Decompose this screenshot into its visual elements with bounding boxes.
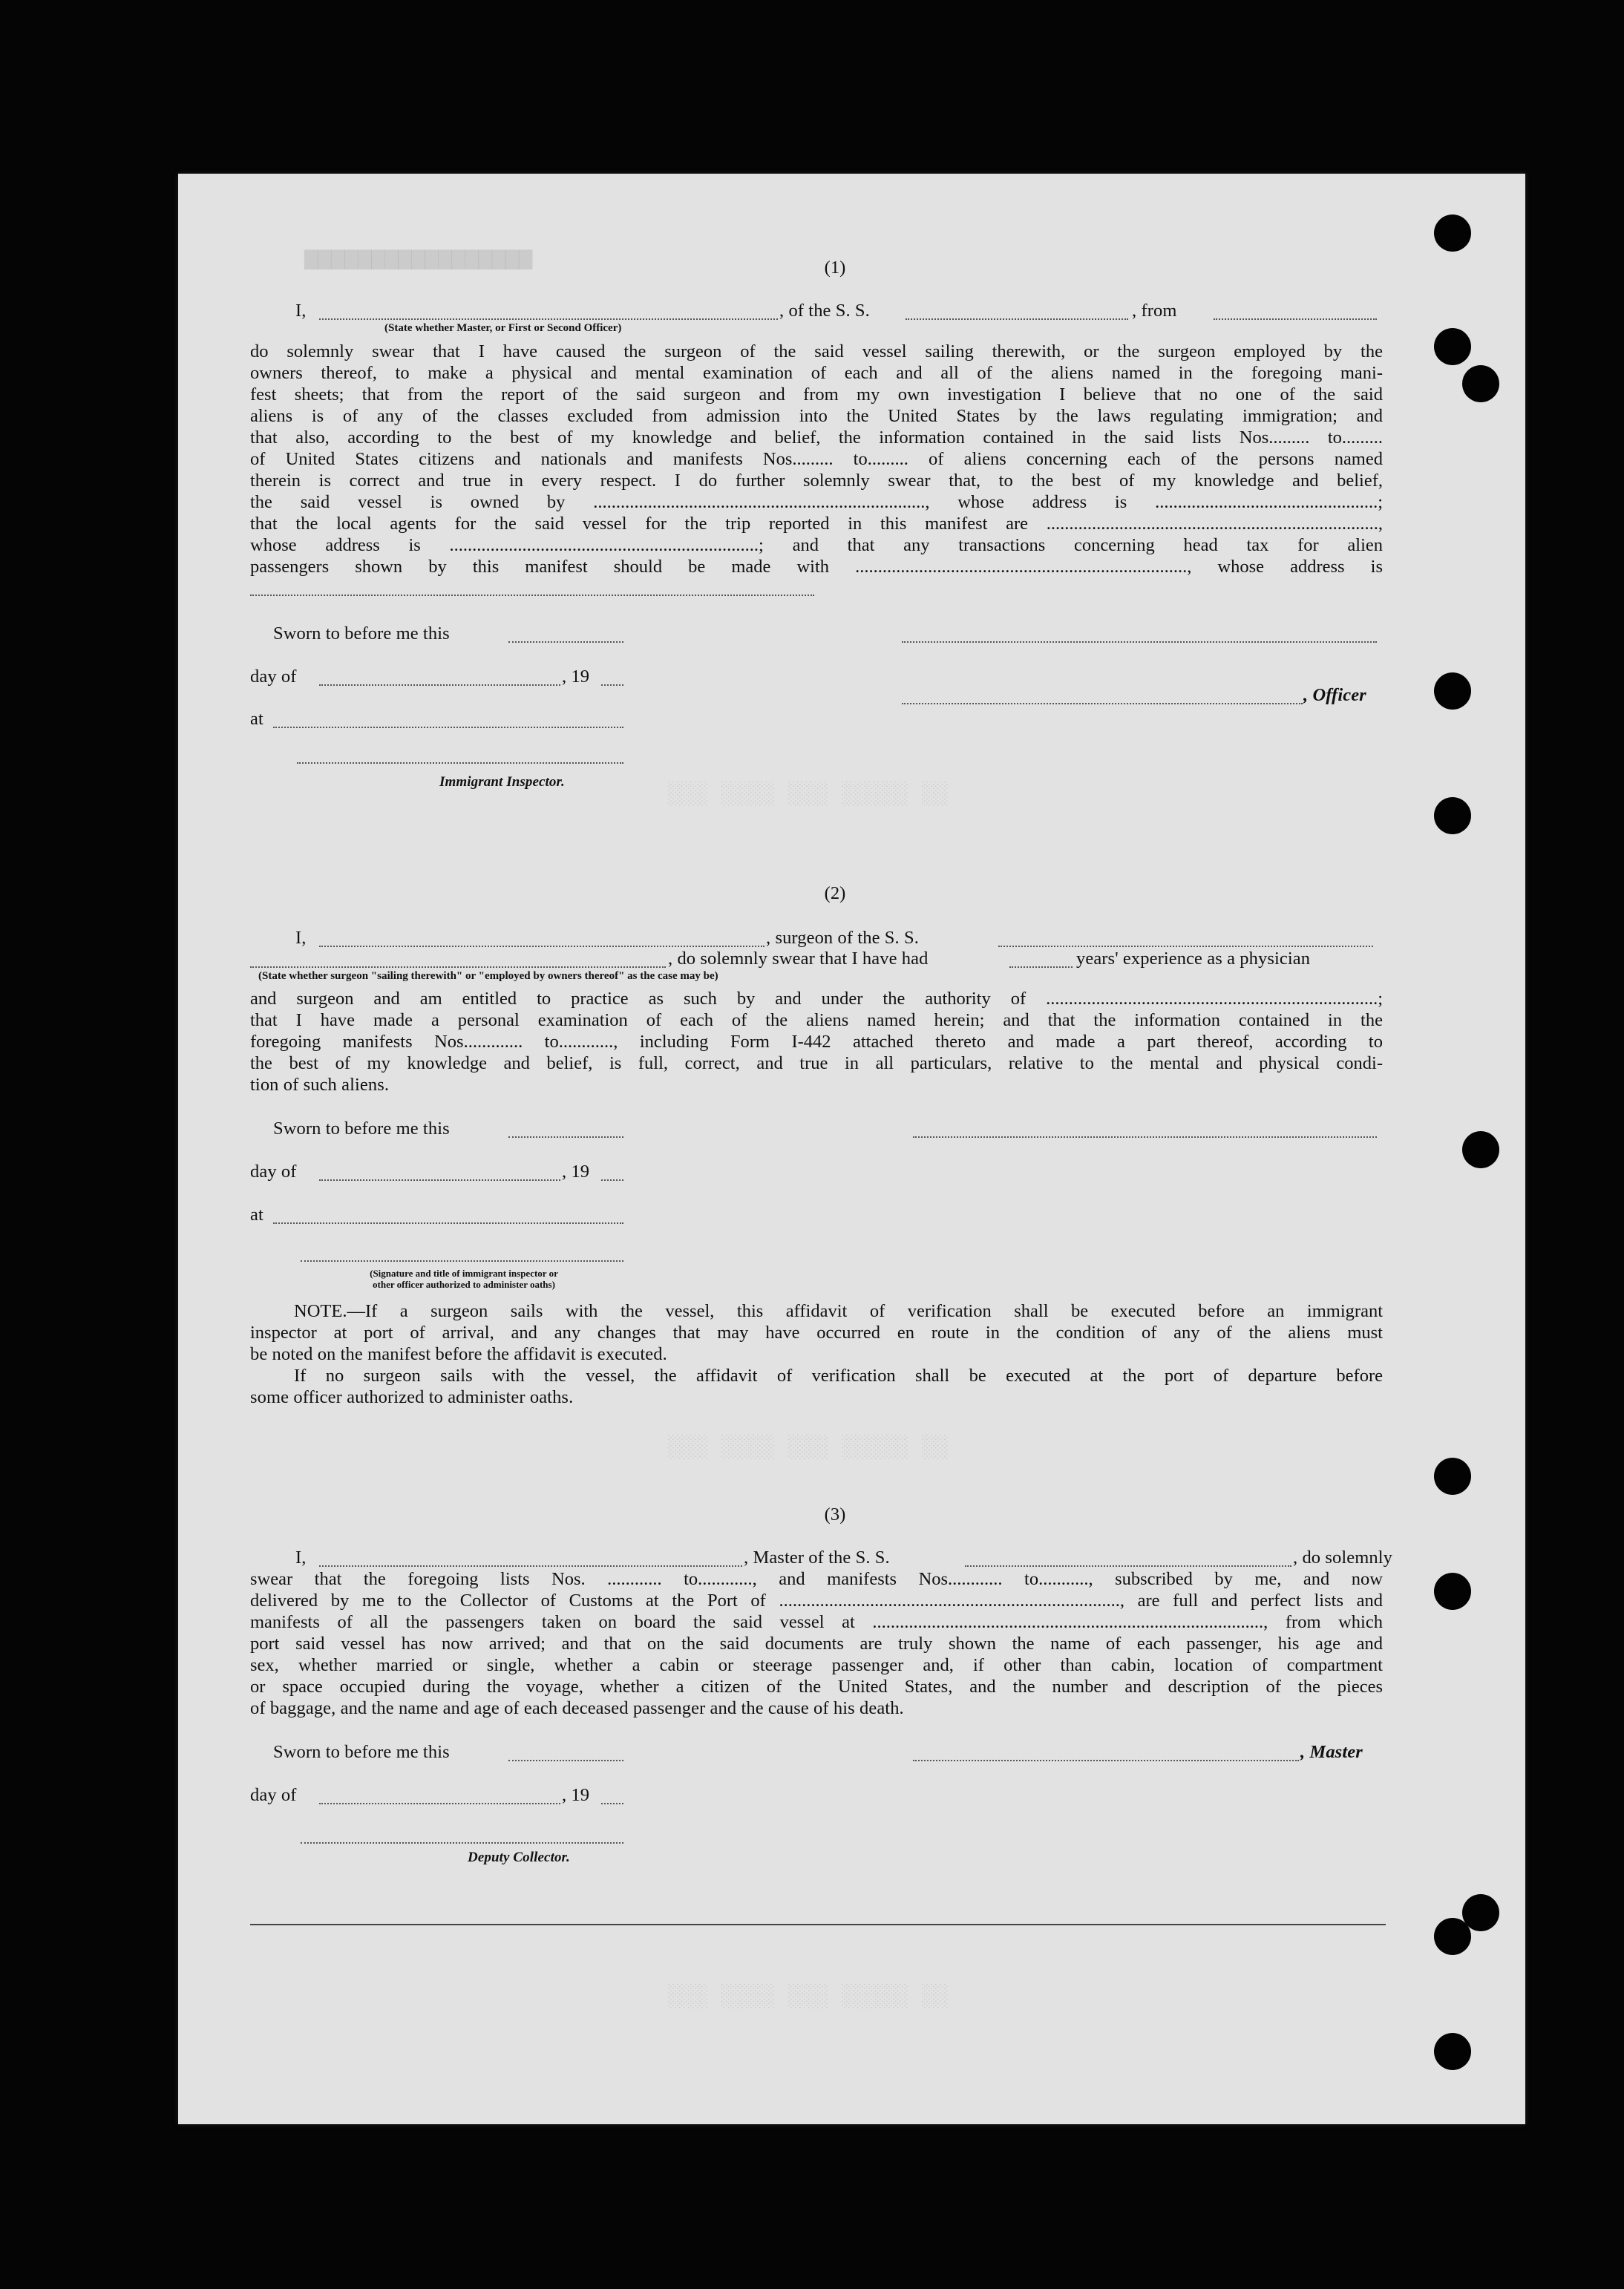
section-1-at-field[interactable]	[273, 708, 623, 728]
punch-hole	[1434, 1573, 1471, 1610]
section-1-signature-line[interactable]	[902, 623, 1377, 643]
section-1-line1-prefix: I,	[295, 301, 307, 321]
section-1-day-label: day of	[250, 667, 297, 687]
section-2-vessel-field[interactable]	[998, 927, 1373, 947]
vessel-name-field[interactable]	[906, 300, 1128, 320]
punch-hole	[1434, 1458, 1471, 1495]
punch-hole	[1462, 1131, 1499, 1168]
section-2-year-label: , 19	[562, 1162, 590, 1182]
section-1-body-line: passengers shown by this manifest should be made with ........................................................................., whose address is	[250, 557, 1383, 577]
punch-hole	[1434, 2033, 1471, 2070]
section-1-day-field[interactable]	[319, 666, 560, 686]
section-1-body-line: the said vessel is owned by ........................................................................., whose address is .................................................;	[250, 492, 1383, 512]
section-2-sworn-field[interactable]	[508, 1118, 623, 1138]
section-2-signature-caption-2: other officer authorized to administer oaths)	[373, 1279, 555, 1290]
section-2-day-label: day of	[250, 1162, 297, 1182]
section-2-note-line: some officer authorized to administer oaths.	[250, 1387, 574, 1407]
section-1-vessel-label: , of the S. S.	[779, 301, 870, 321]
section-1-body-line: whose address is ....................................................................; and that any transactions concerning head tax for alien	[250, 535, 1383, 555]
section-3-body-line: or space occupied during the voyage, whether a citizen of the United States, and the number and description of the pieces	[250, 1677, 1383, 1697]
bleed-through-texture: ░░░ ░░░░ ░░░ ░░░░░ ░░	[668, 1985, 949, 2010]
section-3-vessel-field[interactable]	[965, 1547, 1291, 1567]
section-2-note-line: inspector at port of arrival, and any changes that may have occurred en route in the condition of any of the aliens must	[250, 1323, 1383, 1343]
section-3-year-field[interactable]	[601, 1784, 623, 1804]
head-tax-address-field[interactable]	[250, 578, 814, 596]
section-2-body-line: the best of my knowledge and belief, is full, correct, and true in all particulars, relative to the mental and physical condi-	[250, 1053, 1383, 1073]
section-1-year-label: , 19	[562, 667, 590, 687]
section-2-signature-caption-1: (Signature and title of immigrant inspector or	[370, 1268, 558, 1279]
section-2-day-field[interactable]	[319, 1161, 560, 1181]
section-1-at-label: at	[250, 709, 263, 729]
section-3-number: (3)	[824, 1504, 846, 1525]
section-2-body-line: tion of such aliens.	[250, 1075, 390, 1095]
section-2-signature-line[interactable]	[913, 1118, 1377, 1138]
section-3-line1-prefix: I,	[295, 1548, 307, 1568]
section-3-body-line: swear that the foregoing lists Nos. ............ to............, and manifests Nos............ to..........., subscribed by me, and now	[250, 1569, 1383, 1589]
section-2-body-line: that I have made a personal examination of each of the aliens named herein; and that the information contained in the	[250, 1010, 1383, 1030]
section-1-caption: (State whether Master, or First or Second Officer)	[384, 322, 622, 334]
section-2-vessel-label: , surgeon of the S. S.	[766, 928, 919, 948]
section-1-body-line: do solemnly swear that I have caused the surgeon of the said vessel sailing therewith, or the surgeon employed by the	[250, 341, 1383, 361]
section-3-body-line: sex, whether married or single, whether a cabin or steerage passenger and, if other than cabin, location of compartment	[250, 1655, 1383, 1675]
section-3-sworn-field[interactable]	[508, 1741, 623, 1761]
section-1-body-line: fest sheets; that from the report of the said surgeon and from my own investigation I believe that no one of the said	[250, 384, 1383, 405]
section-3-sworn-label: Sworn to before me this	[273, 1742, 450, 1762]
section-1-sworn-label: Sworn to before me this	[273, 623, 450, 644]
officer-signature-field[interactable]	[902, 684, 1303, 704]
bleed-through-texture: ▆▆▆▆▆▆▆▆▆▆▆▆▆▆▆▆▆	[304, 248, 533, 273]
section-3-solemnly-label: , do solemnly	[1293, 1548, 1393, 1568]
section-2-year-field[interactable]	[601, 1161, 623, 1181]
punch-hole	[1434, 328, 1471, 365]
section-1-body-line: therein is correct and true in every respect. I do further solemnly swear that, to the best of my knowledge and belief,	[250, 471, 1383, 491]
section-2-note-line: If no surgeon sails with the vessel, the affidavit of verification shall be executed at the port of departure before	[294, 1366, 1383, 1386]
section-2-body-line: and surgeon and am entitled to practice as such by and under the authority of .........................................................................;	[250, 989, 1383, 1009]
punch-hole	[1462, 365, 1499, 402]
punch-hole	[1434, 215, 1471, 252]
section-2-at-field[interactable]	[273, 1204, 623, 1224]
bottom-divider-rule	[250, 1924, 1386, 1925]
section-1-body-line: that also, according to the best of my knowledge and belief, the information contained in the said lists Nos......... to.........	[250, 428, 1383, 448]
years-experience-field[interactable]	[1009, 948, 1073, 968]
punch-hole	[1434, 797, 1471, 834]
from-port-field[interactable]	[1214, 300, 1377, 320]
section-1-body-line: of United States citizens and nationals and manifests Nos......... to......... of aliens concerning each of the persons named	[250, 449, 1383, 469]
section-1-body-line: that the local agents for the said vessel for the trip reported in this manifest are .........................................................................,	[250, 514, 1383, 534]
inspector-signature-field[interactable]	[297, 744, 623, 764]
section-1-body-line: owners thereof, to make a physical and mental examination of each and all of the aliens named in the foregoing mani-	[250, 363, 1383, 383]
section-1-number: (1)	[824, 258, 846, 278]
section-1-year-field[interactable]	[601, 666, 623, 686]
section-3-body-line: of baggage, and the name and age of each deceased passenger and the cause of his death.	[250, 1698, 904, 1718]
section-2-note-line: NOTE.—If a surgeon sails with the vessel, this affidavit of verification shall be executed before an immigrant	[294, 1301, 1383, 1321]
inspector-title: Immigrant Inspector.	[439, 774, 565, 790]
section-3-body-line: manifests of all the passengers taken on board the said vessel at ......................................................................................, from which	[250, 1612, 1383, 1632]
section-1-from-label: , from	[1132, 301, 1177, 321]
section-3-body-line: port said vessel has now arrived; and that on the said documents are truly shown the name of each passenger, his age and	[250, 1634, 1383, 1654]
officer-title: , Officer	[1303, 685, 1366, 705]
section-3-body-line: delivered by me to the Collector of Customs at the Port of ..........................................................................., are full and perfect lists and	[250, 1591, 1383, 1611]
punch-hole	[1434, 672, 1471, 710]
bleed-through-texture: ░░░ ░░░░ ░░░ ░░░░░ ░░	[668, 1435, 949, 1461]
section-2-at-label: at	[250, 1205, 263, 1225]
manifest-form-sheet	[178, 174, 1525, 2124]
surgeon-name-field[interactable]	[319, 927, 764, 947]
section-2-inspector-signature-field[interactable]	[301, 1244, 623, 1262]
section-3-vessel-label: , Master of the S. S.	[744, 1548, 890, 1568]
master-name-field[interactable]	[319, 300, 778, 320]
section-2-years-label: years' experience as a physician	[1076, 949, 1311, 969]
punch-hole	[1434, 1918, 1471, 1955]
surgeon-status-field[interactable]	[250, 948, 666, 968]
section-2-sworn-label: Sworn to before me this	[273, 1119, 450, 1139]
section-2-line1-prefix: I,	[295, 928, 307, 948]
section-3-day-field[interactable]	[319, 1784, 560, 1804]
deputy-collector-signature-field[interactable]	[301, 1826, 623, 1844]
section-3-master-name-field[interactable]	[319, 1547, 742, 1567]
section-1-sworn-field[interactable]	[508, 623, 623, 643]
section-1-body-line: aliens is of any of the classes excluded from admission into the United States by the laws regulating immigration; and	[250, 406, 1383, 426]
section-2-swear-label: , do solemnly swear that I have had	[668, 949, 929, 969]
section-2-number: (2)	[824, 883, 846, 903]
section-2-note-line: be noted on the manifest before the affidavit is executed.	[250, 1344, 667, 1364]
deputy-collector-title: Deputy Collector.	[468, 1850, 570, 1865]
section-2-caption: (State whether surgeon "sailing therewith" or "employed by owners thereof" as the case may be)	[258, 970, 718, 982]
bleed-through-texture: ░░░ ░░░░ ░░░ ░░░░░ ░░	[668, 782, 949, 808]
master-title: , Master	[1300, 1742, 1363, 1762]
section-2-body-line: foregoing manifests Nos............. to............, including Form I-442 attached thereto and made a part thereof, according to	[250, 1032, 1383, 1052]
section-3-year-label: , 19	[562, 1785, 590, 1805]
master-signature-field[interactable]	[913, 1741, 1299, 1761]
section-3-day-label: day of	[250, 1785, 297, 1805]
